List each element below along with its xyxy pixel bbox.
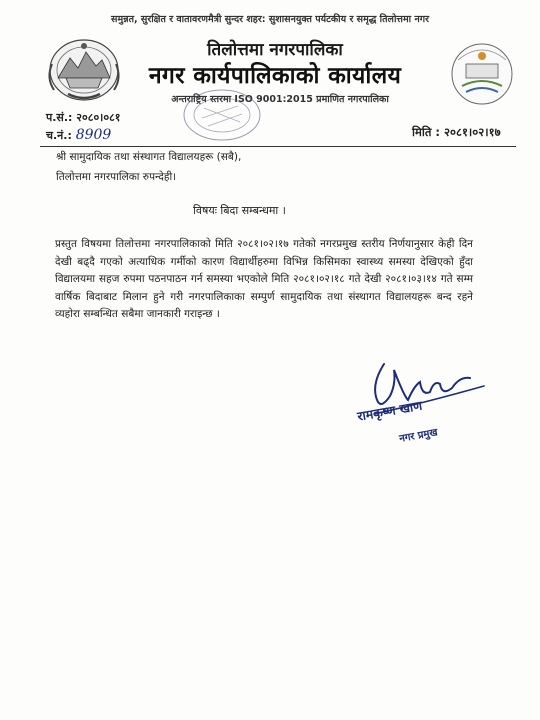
- cn-label: च.नं.:: [46, 129, 72, 142]
- cn-value: 8909: [75, 127, 112, 143]
- certification-subtitle: अन्तराष्ट्रिय स्तरमा ISO 9001:2015 प्रमाणित नगरपालिका: [171, 94, 389, 105]
- nepal-emblem-icon: [44, 34, 124, 104]
- header-tagline: समुन्नत, सुरक्षित र वातावरणमैत्री सुन्दर शहर: सुशासनयुक्त पर्यटकीय र समृद्ध तिलोत्तमा नगर: [111, 14, 429, 25]
- reference-ps: [46, 110, 121, 125]
- letter-date: [412, 125, 501, 140]
- municipality-name: तिलोत्तमा नगरपालिका: [207, 40, 343, 60]
- date-value: २०८१।०२।१७: [444, 125, 501, 139]
- reference-cn: [46, 127, 111, 143]
- header-divider: [40, 146, 516, 147]
- letter-body: प्रस्तुत विषयमा तिलोत्तमा नगरपालिकाको मिति २०८१।०२।१७ गतेको नगरप्रमुख स्तरीय निर्णयानुसार केही दिन देखी बढ्दै गएको अत्याधिक गर्मीको कारण विद्यार्थीहरुमा विभिन्न किसिमका स्वास्थ्य समस्या देखिएको हुँदा विद्यालयमा सहज रुपमा पठनपाठन गर्न समस्या भएकोले मिति २०८१।०२।१८ गते देखी २०८१।०३।१४ गते सम्म वार्षिक बिदाबाट मिलान हुने गरी नगरपालिकाका सम्पुर्ण सामुदायिक तथा संस्थागत विद्यालयहरू बन्द रहने व्यहोरा सम्बन्धित सबैमा जानकारी गराइन्छ ।: [55, 238, 473, 321]
- ps-value: २०८०।०८१: [76, 111, 121, 124]
- iso-certification-icon: [448, 36, 516, 108]
- signatory-title: नगर प्रमुख: [398, 427, 439, 445]
- office-title: नगर कार्यपालिकाको कार्यालय: [148, 63, 402, 89]
- date-label: मिति :: [412, 125, 440, 139]
- office-stamp-icon: [182, 88, 262, 142]
- addressee-line-1: श्री सामुदायिक तथा संस्थागत विद्यालयहरू (सबै),: [56, 151, 242, 163]
- letter-subject: विषयः बिदा सम्बन्धमा ।: [193, 204, 286, 217]
- ps-label: प.सं.:: [46, 111, 73, 124]
- addressee-line-2: तिलोत्तमा नगरपालिका रुपन्देही।: [56, 171, 177, 183]
- signatory-name: रामकृष्ण खाण: [356, 397, 424, 424]
